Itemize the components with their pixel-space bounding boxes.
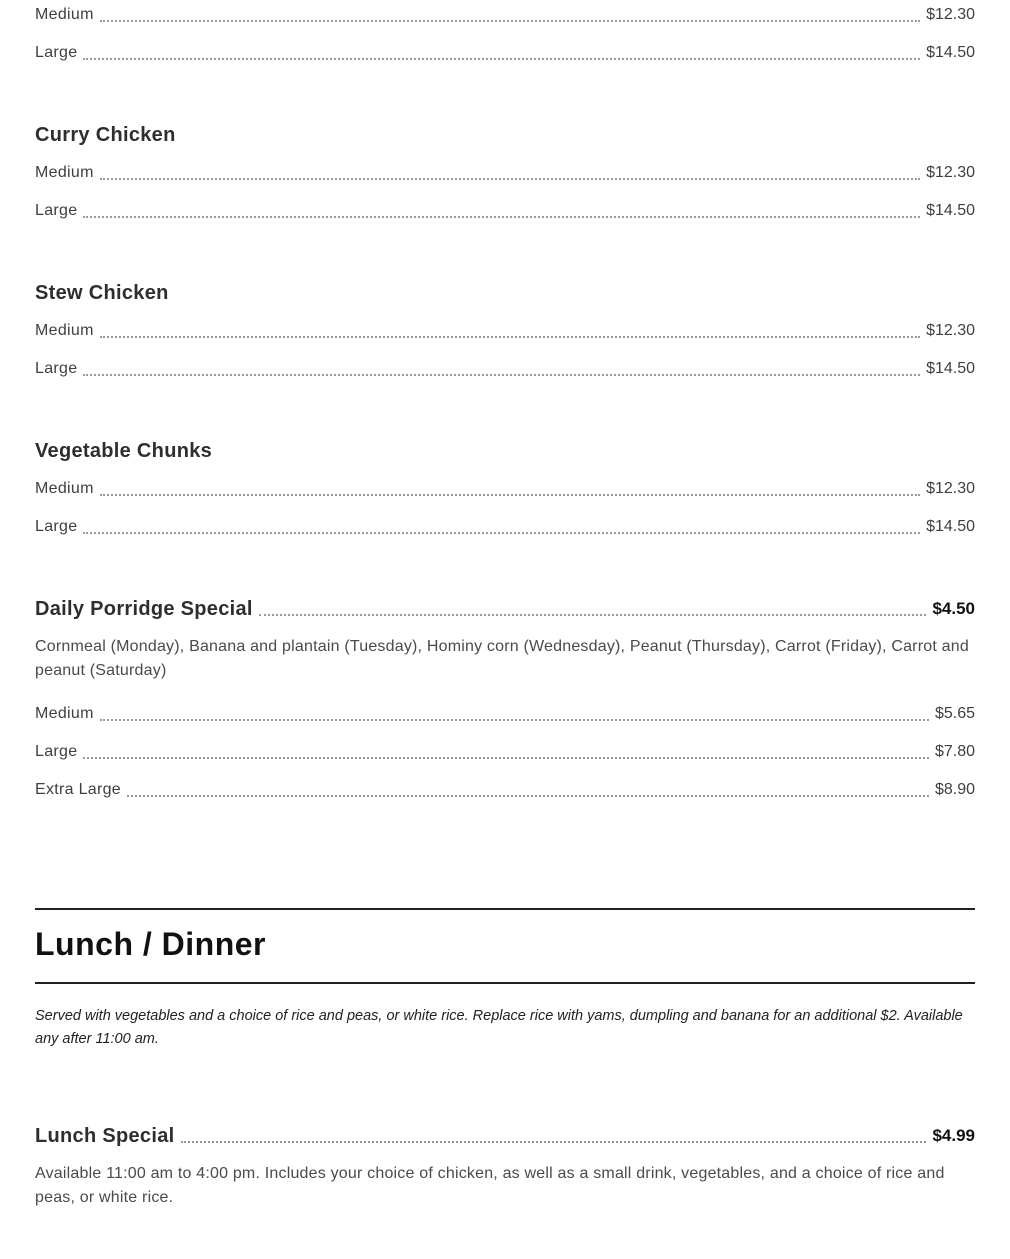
dot-leader [181, 1141, 927, 1143]
dot-leader [100, 719, 929, 721]
section-note: Served with vegetables and a choice of rice and peas, or white rice. Replace rice with yams, dumpling and banana for an additional $2. Available any after 11:00 am. [35, 1008, 963, 1047]
item-price: $4.99 [932, 1126, 975, 1145]
size-price: $12.30 [926, 480, 975, 497]
dot-leader [83, 58, 920, 60]
size-label: Medium [35, 322, 94, 339]
size-price: $14.50 [926, 360, 975, 377]
size-row [35, 350, 975, 388]
size-label: Large [35, 743, 78, 760]
size-price: $14.50 [926, 518, 975, 535]
size-price: $12.30 [926, 164, 975, 181]
size-label: Large [35, 44, 78, 61]
dot-leader [100, 336, 920, 338]
dot-leader [83, 374, 920, 376]
dot-leader [259, 614, 927, 616]
size-row [35, 312, 975, 350]
size-label: Medium [35, 6, 94, 23]
size-row [35, 771, 975, 809]
item-name: Curry Chicken [35, 123, 176, 146]
section-title: Lunch / Dinner [35, 926, 266, 962]
dot-leader [127, 795, 929, 797]
section-divider-top [35, 908, 975, 910]
menu-item-vegetable-chunks [35, 432, 975, 546]
size-price: $12.30 [926, 6, 975, 23]
size-row [35, 470, 975, 508]
size-price: $7.80 [934, 743, 975, 760]
menu-item-porridge [35, 590, 975, 809]
dot-leader [83, 757, 929, 759]
menu-item-top [35, 0, 975, 72]
item-name: Stew Chicken [35, 281, 169, 304]
size-price: $8.90 [934, 781, 975, 798]
size-label: Medium [35, 480, 94, 497]
dot-leader [83, 532, 920, 534]
size-label: Large [35, 518, 78, 535]
size-label: Extra Large [35, 781, 122, 798]
dot-leader [83, 216, 920, 218]
menu-item-lunch-special [35, 1117, 975, 1210]
size-row [35, 695, 975, 733]
section-divider-bottom [35, 982, 975, 984]
item-name: Vegetable Chunks [35, 439, 213, 462]
size-label: Large [35, 202, 78, 219]
size-price: $5.65 [934, 705, 975, 722]
size-row [35, 733, 975, 771]
size-label: Large [35, 360, 78, 377]
size-row [35, 154, 975, 192]
dot-leader [100, 494, 920, 496]
menu-item-stew-chicken [35, 274, 975, 388]
size-row [35, 192, 975, 230]
size-label: Medium [35, 164, 94, 181]
dot-leader [100, 20, 920, 22]
size-label: Medium [35, 705, 94, 722]
item-description: Cornmeal (Monday), Banana and plantain (Tuesday), Hominy corn (Wednesday), Peanut (Thursday), Carrot (Friday), Carrot and peanut (Saturday) [35, 638, 969, 679]
item-name: Daily Porridge Special [35, 597, 253, 620]
size-price: $14.50 [926, 202, 975, 219]
item-description: Available 11:00 am to 4:00 pm. Includes your choice of chicken, as well as a small drink, vegetables, and a choice of rice and peas, or white rice. [35, 1165, 945, 1206]
menu-item-curry-chicken [35, 116, 975, 230]
size-row [35, 508, 975, 546]
item-name: Lunch Special [35, 1124, 175, 1147]
size-row [35, 0, 975, 34]
item-price: $4.50 [932, 599, 975, 618]
size-row [35, 34, 975, 72]
size-price: $12.30 [926, 322, 975, 339]
size-price: $14.50 [926, 44, 975, 61]
dot-leader [100, 178, 920, 180]
